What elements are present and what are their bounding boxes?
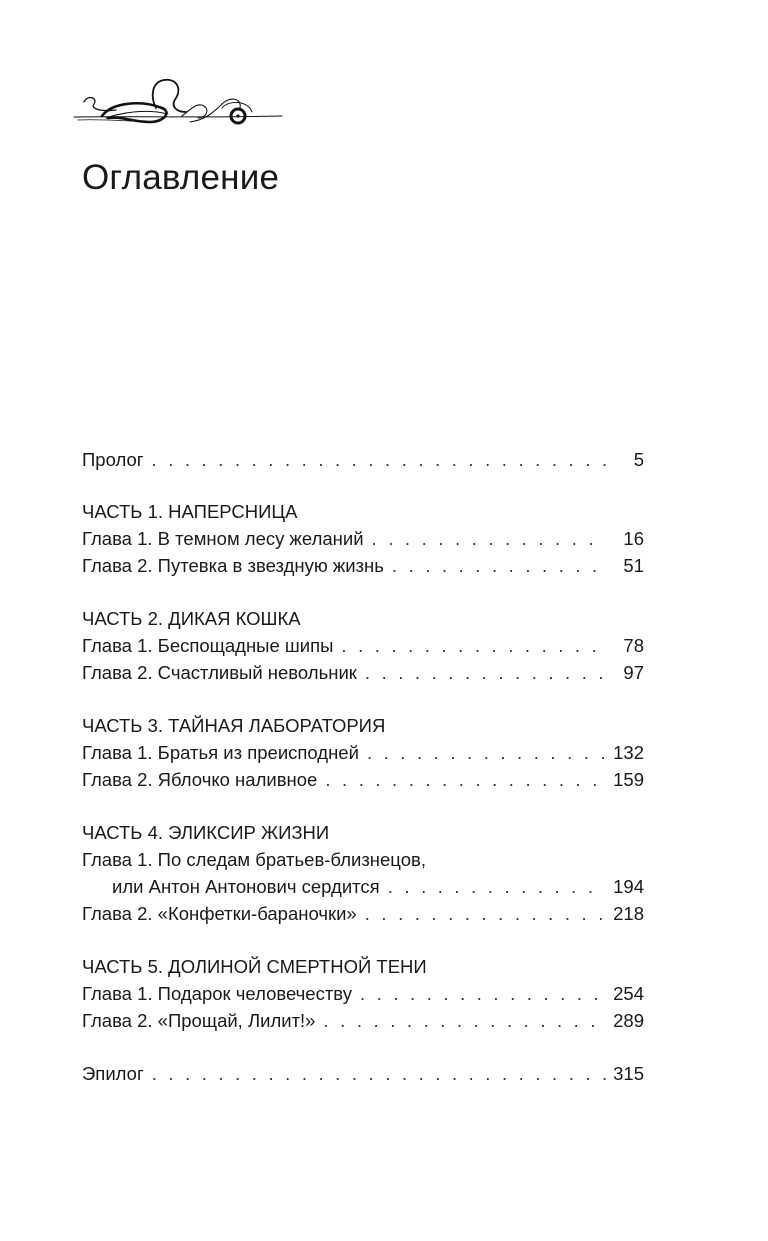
part-heading: ЧАСТЬ 5. ДОЛИНОЙ СМЕРТНОЙ ТЕНИ bbox=[82, 956, 427, 977]
dot-leader bbox=[365, 900, 606, 927]
dot-leader bbox=[325, 766, 606, 793]
page-number: 289 bbox=[613, 1010, 644, 1031]
toc-entry-chapter bbox=[82, 766, 644, 793]
dot-leader bbox=[341, 632, 606, 659]
page-number: 132 bbox=[613, 742, 644, 763]
toc-entry-label: Глава 2. Счастливый невольник bbox=[82, 662, 357, 683]
spacer bbox=[82, 686, 644, 712]
dot-leader bbox=[152, 446, 606, 473]
dot-leader bbox=[372, 525, 606, 552]
spacer bbox=[82, 579, 644, 605]
toc-entry-label: Глава 1. Беспощадные шипы bbox=[82, 635, 334, 656]
spacer bbox=[82, 1034, 644, 1060]
toc-entry-label: Глава 1. В темном лесу желаний bbox=[82, 528, 364, 549]
dot-leader bbox=[392, 552, 606, 579]
page-number: 254 bbox=[613, 983, 644, 1004]
toc-entry-label: Эпилог bbox=[82, 1063, 144, 1084]
dot-leader bbox=[367, 739, 606, 766]
page-number: 16 bbox=[623, 528, 644, 549]
toc-entry-chapter bbox=[82, 1007, 644, 1034]
page-number: 218 bbox=[613, 903, 644, 924]
toc-entry-label: Глава 1. Братья из преисподней bbox=[82, 742, 359, 763]
toc-entry-epilogue bbox=[82, 1060, 644, 1087]
spacer bbox=[82, 927, 644, 953]
page-number: 97 bbox=[623, 662, 644, 683]
toc-entry-chapter bbox=[82, 632, 644, 659]
toc-entry-chapter bbox=[82, 552, 644, 579]
toc-entry-chapter bbox=[82, 900, 644, 927]
toc-entry-label: Глава 1. Подарок человечеству bbox=[82, 983, 352, 1004]
dot-leader bbox=[365, 659, 606, 686]
toc-entry-chapter bbox=[82, 980, 644, 1007]
toc-entry-chapter-first-line bbox=[82, 846, 644, 873]
page-number: 315 bbox=[613, 1063, 644, 1084]
page-number: 51 bbox=[623, 555, 644, 576]
toc-entry-chapter-continuation bbox=[82, 873, 644, 900]
toc-entry-label: Пролог bbox=[82, 449, 144, 470]
toc-entry-label: Глава 2. «Конфетки-бараночки» bbox=[82, 903, 357, 924]
page-number: 159 bbox=[613, 769, 644, 790]
toc-entry-chapter bbox=[82, 739, 644, 766]
page-title: Оглавление bbox=[82, 158, 280, 197]
toc-entry-label: Глава 2. Путевка в звездную жизнь bbox=[82, 555, 384, 576]
spacer bbox=[82, 793, 644, 819]
toc-entry-prologue bbox=[82, 446, 644, 473]
page-number: 78 bbox=[623, 635, 644, 656]
toc-entry-label: Глава 2. «Прощай, Лилит!» bbox=[82, 1010, 316, 1031]
toc-entry-label: Глава 1. По следам братьев-близнецов, bbox=[82, 849, 426, 870]
page-number: 5 bbox=[633, 449, 644, 470]
dot-leader bbox=[323, 1007, 606, 1034]
toc-entry-chapter bbox=[82, 525, 644, 552]
flourish-ornament-icon bbox=[72, 72, 286, 134]
toc-entry-label: или Антон Антонович сердится bbox=[112, 876, 380, 897]
page-number: 194 bbox=[613, 876, 644, 897]
table-of-contents bbox=[82, 446, 644, 1087]
toc-entry-label: Глава 2. Яблочко наливное bbox=[82, 769, 318, 790]
part-heading: ЧАСТЬ 1. НАПЕРСНИЦА bbox=[82, 501, 298, 522]
toc-entry-chapter bbox=[82, 659, 644, 686]
dot-leader bbox=[360, 980, 606, 1007]
spacer bbox=[82, 473, 644, 498]
part-heading: ЧАСТЬ 4. ЭЛИКСИР ЖИЗНИ bbox=[82, 822, 330, 843]
dot-leader bbox=[388, 873, 606, 900]
dot-leader bbox=[152, 1060, 606, 1087]
part-heading: ЧАСТЬ 2. ДИКАЯ КОШКА bbox=[82, 608, 301, 629]
part-heading: ЧАСТЬ 3. ТАЙНАЯ ЛАБОРАТОРИЯ bbox=[82, 715, 386, 736]
